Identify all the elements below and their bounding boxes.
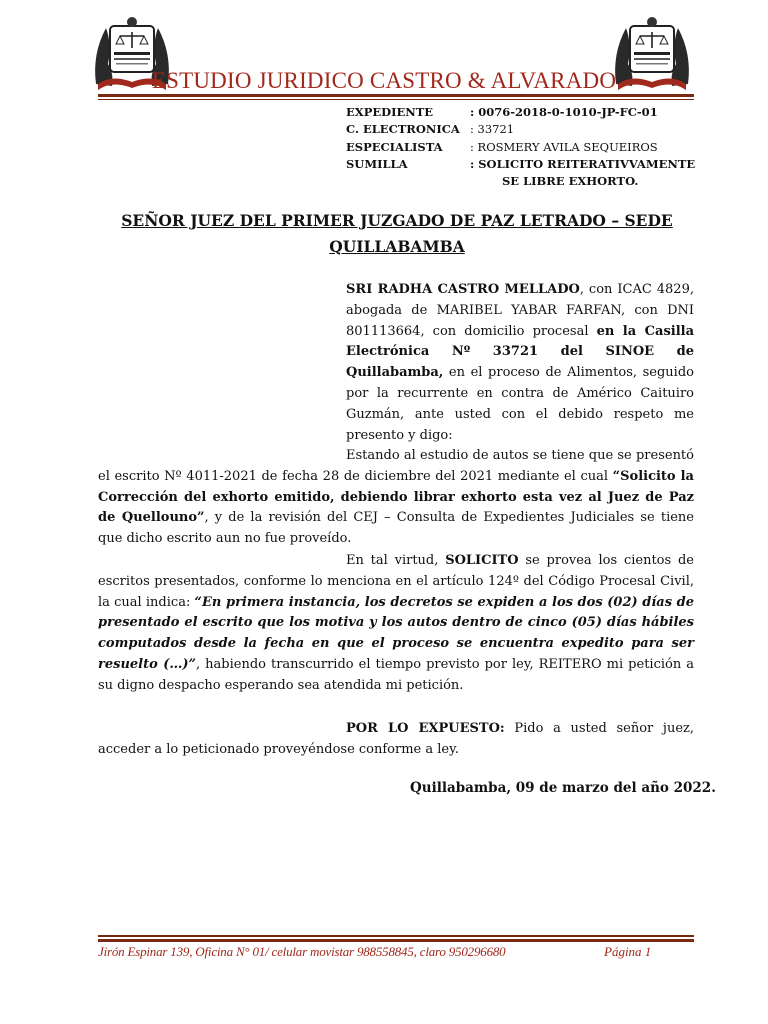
p2-bold: SOLICITO bbox=[445, 553, 519, 568]
p3-text-1: Pido a usted señor juez, acceder a lo peticionado proveyéndose conforme a ley. bbox=[98, 721, 694, 757]
firm-title: ESTUDIO JURIDICO CASTRO & ALVARADO bbox=[151, 68, 617, 93]
p3-bold: POR LO EXPUESTO: bbox=[346, 721, 505, 736]
p1-text-2: , y de la revisión del CEJ – Consulta de Expedientes Judiciales se tiene que dicho escrito aun no fue proveído. bbox=[98, 510, 695, 547]
p1-text-1: Estando al estudio de autos se tiene que se presentó el escrito Nº 4011-2021 de fecha 28 de diciembre del 2021 mediante el cual bbox=[98, 448, 694, 484]
p2-text-3: , habiendo transcurrido el tiempo previsto por ley, REITERO mi petición a su digno despacho esperando sea atendida mi petición. bbox=[98, 656, 694, 693]
sumilla-continuation: SE LIBRE EXHORTO. bbox=[502, 174, 639, 189]
case-row-electronica bbox=[346, 121, 695, 138]
addressee-heading bbox=[100, 208, 694, 260]
intro-text-3: en el proceso de Alimentos, seguido por la recurrente en contra de Américo Caituiro Guzmán, ante usted con el debido respeto me presento y digo: bbox=[346, 365, 694, 443]
case-key: C. ELECTRONICA bbox=[346, 122, 460, 137]
case-value: : SOLICITO REITERATIVVAMENTE bbox=[470, 156, 696, 171]
case-key: EXPEDIENTE bbox=[346, 105, 434, 119]
addressee-line-2: QUILLABAMBA bbox=[329, 237, 465, 256]
case-key: ESPECIALISTA bbox=[346, 139, 443, 154]
p2-text-2: se provea los cientos de escritos presentados, conforme lo menciona en el artículo 124º del Código Procesal Civil, la cual indica: bbox=[98, 553, 694, 610]
p1-bold: “Solicito la Corrección del exhorto emitido, debiendo librar exhorto esta vez al Juez de Paz de Quellouno” bbox=[98, 468, 694, 526]
intro-text-2: , con DNI 801113664, con domicilio procesal bbox=[346, 302, 695, 339]
closing-date: Quillabamba, 09 de marzo del año 2022. bbox=[410, 780, 716, 796]
header-divider bbox=[98, 94, 694, 97]
case-value: : 33721 bbox=[470, 122, 515, 137]
footer-contact: Jirón Espinar 139, Oficina N° 01/ celular movistar 988558845, claro 950296680 bbox=[98, 944, 506, 959]
case-key: SUMILLA bbox=[346, 156, 408, 171]
footer-page-number: Página 1 bbox=[604, 944, 652, 959]
intro-paragraph bbox=[346, 280, 694, 446]
paragraph-1 bbox=[98, 446, 694, 550]
addressee-line-1: SEÑOR JUEZ DEL PRIMER JUZGADO DE PAZ LETRADO – SEDE bbox=[121, 211, 673, 230]
case-value: : ROSMERY AVILA SEQUEIROS bbox=[470, 139, 658, 154]
case-row-especialista bbox=[346, 139, 695, 156]
petitioner-name: SRI RADHA CASTRO MELLADO bbox=[346, 282, 580, 297]
header-divider-thin bbox=[98, 99, 694, 100]
case-info-block bbox=[346, 104, 695, 190]
case-value: : 0076-2018-0-1010-JP-FC-01 bbox=[470, 105, 658, 119]
footer-divider bbox=[98, 939, 694, 942]
paragraph-3 bbox=[98, 719, 694, 761]
p2-quote: “En primera instancia, los decretos se expiden a los dos (02) días de presentado el escrito que los motiva y los autos dentro de cinco (05) días hábiles computados desde la fecha en que el proceso se encuentra expedito para ser resuelto (…)” bbox=[98, 594, 694, 672]
p2-text-1: En tal virtud, bbox=[346, 553, 446, 568]
casilla-text: en la Casilla Electrónica Nº 33721 del SINOE de Quillabamba, bbox=[346, 323, 694, 381]
case-row-expediente bbox=[346, 104, 695, 121]
case-row-sumilla bbox=[346, 156, 695, 173]
paragraph-2 bbox=[98, 551, 694, 697]
intro-text-1: , con ICAC 4829, abogada de MARIBEL YABAR FARFAN bbox=[346, 282, 694, 318]
footer-divider-thin bbox=[98, 935, 694, 937]
